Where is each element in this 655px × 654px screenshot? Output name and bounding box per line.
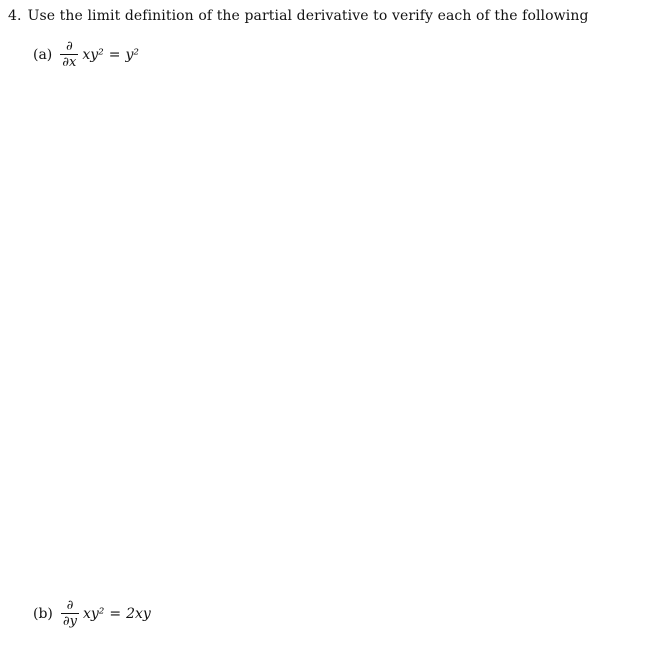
part-a-label: (a) [33,46,53,63]
part-a-denominator: ∂x [62,55,77,70]
part-b-equals: = [109,605,122,622]
part-b-denominator: ∂y [62,614,77,629]
part-b-partial-operator [61,598,79,629]
part-a [33,39,139,70]
problem-statement [8,7,589,25]
part-a-partial-operator [60,39,78,70]
blank-work-area [0,80,655,590]
part-a-numerator: ∂ [65,39,73,54]
part-b-result: 2xy [126,605,151,622]
part-b-equation [83,606,151,622]
problem-number: 4. [8,8,22,24]
part-b-label: (b) [33,605,53,622]
part-b-expression: xy² [82,605,105,622]
part-a-expression: xy² [82,46,104,63]
part-a-result: y² [125,46,140,63]
part-b-numerator: ∂ [66,598,74,613]
part-a-equation [82,47,139,63]
part-a-equals: = [108,46,121,63]
part-b [33,598,151,629]
problem-instruction: Use the limit definition of the partial derivative to verify each of the following [27,8,589,24]
